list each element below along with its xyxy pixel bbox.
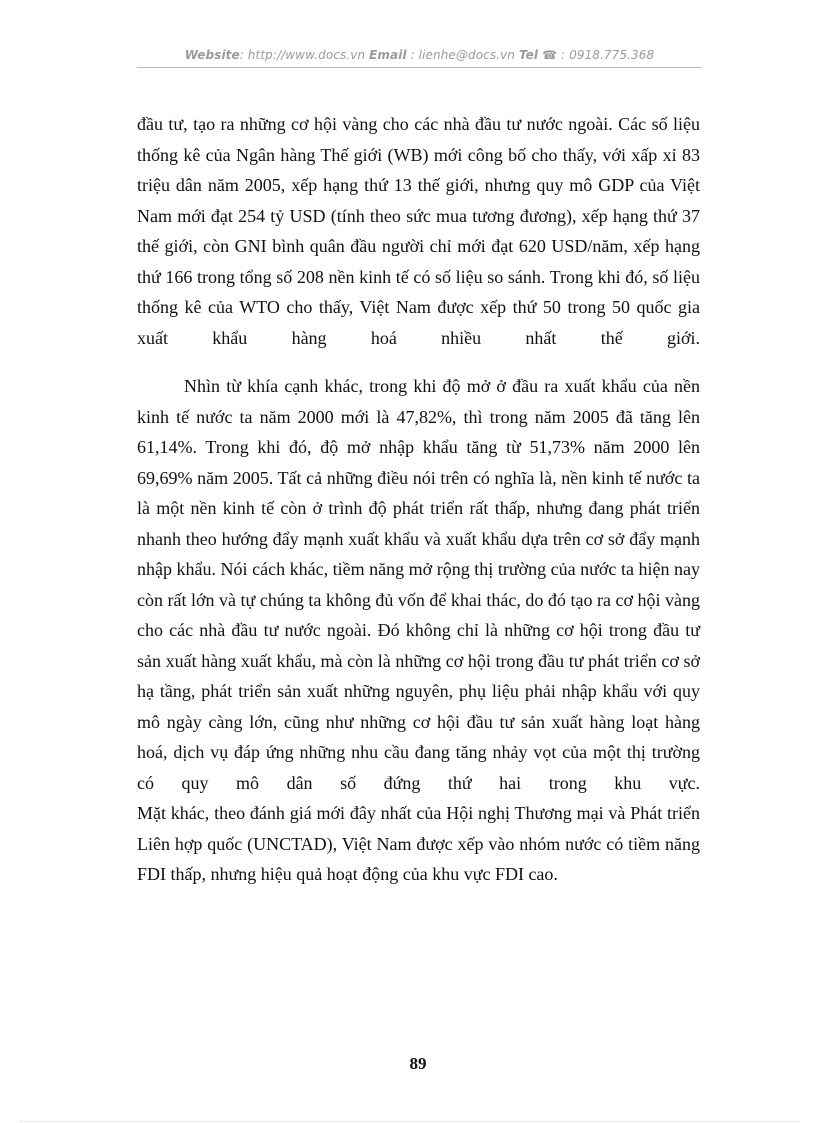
website-value: : http://www.docs.vn: [239, 48, 366, 62]
page-header: [137, 48, 702, 62]
bottom-divider: [20, 1121, 800, 1122]
email-label: Email: [369, 48, 407, 62]
paragraph-2: Nhìn từ khía cạnh khác, trong khi độ mở ở đầu ra xuất khẩu của nền kinh tế nước ta năm 2000 mới là 47,82%, thì trong năm 2005 đã tăng lên 61,14%. Trong khi đó, độ mở nhập khẩu tăng từ 51,73% năm 2000 lên 69,69% năm 2005. Tất cả những điều nói trên có nghĩa là, nền kinh tế nước ta là một nền kinh tế còn ở trình độ phát triển rất thấp, nhưng đang phát triển nhanh theo hướng đẩy mạnh xuất khẩu và xuất khẩu dựa trên cơ sở đẩy mạnh nhập khẩu. Nói cách khác, tiềm năng mở rộng thị trường của nước ta hiện nay còn rất lớn và tự chúng ta không đủ vốn để khai thác, do đó tạo ra cơ hội vàng cho các nhà đầu tư nước ngoài. Đó không chỉ là những cơ hội trong đầu tư sản xuất hàng xuất khẩu, mà còn là những cơ hội trong đầu tư phát triển cơ sở hạ tầng, phát triển sản xuất những nguyên, phụ liệu phải nhập khẩu với quy mô ngày càng lớn, cũng như những cơ hội đầu tư sản xuất hàng loạt hàng hoá, dịch vụ đáp ứng những nhu cầu đang tăng nhảy vọt của một thị trường có quy mô dân số đứng thứ hai trong khu vực.: [137, 376, 700, 793]
website-label: Website: [184, 48, 240, 62]
header-divider: [137, 67, 702, 68]
email-value: : lienhe@docs.vn: [410, 48, 516, 62]
tel-value: ☎ : 0918.775.368: [542, 48, 655, 62]
page-body: [137, 109, 700, 890]
tel-label: Tel: [518, 48, 539, 62]
paragraph-1: đầu tư, tạo ra những cơ hội vàng cho các nhà đầu tư nước ngoài. Các số liệu thống kê của Ngân hàng Thế giới (WB) mới công bố cho thấy, với xấp xỉ 83 triệu dân năm 2005, xếp hạng thứ 13 thế giới, nhưng quy mô GDP của Việt Nam mới đạt 254 tỷ USD (tính theo sức mua tương đương), xếp hạng thứ 37 thế giới, còn GNI bình quân đầu người chỉ mới đạt 620 USD/năm, xếp hạng thứ 166 trong tổng số 208 nền kinh tế có số liệu so sánh. Trong khi đó, số liệu thống kê của WTO cho thấy, Việt Nam được xếp thứ 50 trong 50 quốc gia xuất khẩu hàng hoá nhiều nhất thế giới.: [137, 114, 700, 348]
paragraph-3: Mặt khác, theo đánh giá mới đây nhất của Hội nghị Thương mại và Phát triển Liên hợp quốc (UNCTAD), Việt Nam được xếp vào nhóm nước có tiềm năng FDI thấp, nhưng hiệu quả hoạt động của khu vực FDI cao.: [137, 803, 700, 884]
page-number: 89: [409, 1054, 427, 1073]
